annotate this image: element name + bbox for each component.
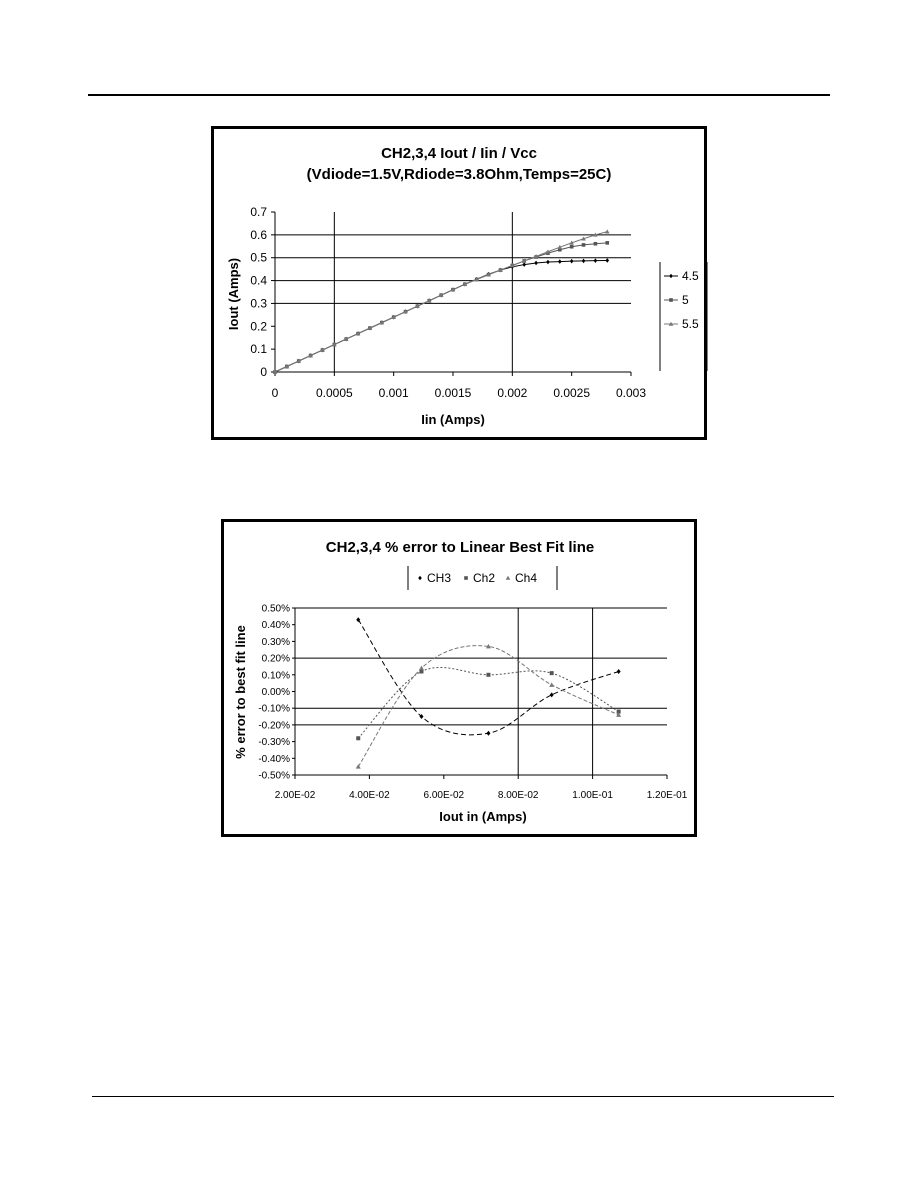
chart1-x-tick-label: 0.0015 (434, 386, 472, 400)
chart-percent-error-svg (224, 522, 694, 834)
chart1-series-4.5 (273, 258, 609, 374)
chart2-y-axis-label: % error to best fit line (233, 625, 248, 759)
chart1-legend-label: 5 (682, 293, 689, 307)
chart2-legend-marker (464, 576, 468, 580)
chart1-legend-label: 4.5 (682, 269, 699, 283)
chart1-data-point (546, 260, 550, 265)
chart2-x-tick-label: 4.00E-02 (349, 790, 390, 801)
chart2-legend-marker (506, 576, 511, 580)
chart2-y-tick-label: 0.10% (261, 670, 290, 682)
chart1-data-point (605, 241, 609, 245)
chart2-series-Ch2 (356, 667, 620, 740)
chart2-x-tick-label: 1.00E-01 (572, 790, 613, 801)
chart2-series-curve (358, 646, 618, 767)
chart1-data-point (594, 242, 598, 246)
chart2-y-tick-label: 0.30% (261, 636, 290, 648)
chart2-legend-label: Ch4 (515, 571, 538, 585)
chart2-legend-marker (418, 576, 422, 581)
chart2-data-point (356, 764, 361, 769)
chart1-y-tick-label: 0.1 (250, 342, 267, 357)
chart2-data-point (550, 692, 554, 697)
chart1-x-tick-label: 0.002 (497, 386, 528, 400)
chart2-x-tick-label: 1.20E-01 (646, 790, 688, 801)
chart2-data-point (486, 731, 490, 736)
chart1-y-tick-label: 0.3 (250, 296, 267, 311)
chart1-title: CH2,3,4 Iout / Iin / Vcc (381, 145, 537, 162)
chart1-x-tick-label: 0.003 (615, 386, 647, 400)
chart-iout-vs-iin (211, 126, 707, 440)
chart1-data-point (558, 259, 562, 264)
chart2-y-tick-label: 0.20% (261, 653, 290, 665)
chart1-y-tick-label: 0.6 (250, 227, 267, 242)
chart2-y-tick-label: 0.50% (261, 603, 290, 615)
chart1-y-tick-label: 0.5 (250, 250, 267, 265)
chart1-legend-marker (669, 298, 673, 302)
chart1-data-point (605, 258, 609, 263)
chart1-data-point (534, 261, 538, 266)
chart1-x-tick-label: 0.0005 (315, 386, 353, 400)
chart1-data-point (570, 259, 574, 264)
chart1-series-line (275, 260, 607, 372)
chart1-x-tick-label: 0.001 (378, 386, 409, 400)
chart1-data-point (605, 229, 610, 233)
chart2-y-tick-label: 0.00% (261, 687, 290, 698)
chart2-data-point (549, 682, 554, 687)
chart2-legend-label: CH3 (427, 571, 452, 585)
chart1-y-tick-label: 0.7 (250, 205, 267, 219)
chart2-y-tick-label: -0.50% (258, 770, 290, 782)
chart2-x-axis-label: Iout in (Amps) (439, 809, 527, 824)
chart2-data-point (550, 671, 554, 675)
chart2-data-point (617, 669, 621, 674)
chart1-data-point (582, 259, 586, 264)
chart1-series-line (275, 232, 607, 372)
chart-percent-error (221, 519, 697, 837)
chart2-data-point (486, 673, 490, 677)
chart1-data-point (522, 262, 526, 267)
chart2-series-curve (358, 620, 618, 735)
chart2-title: CH2,3,4 % error to Linear Best Fit line (325, 539, 595, 556)
chart1-legend (660, 262, 707, 371)
chart2-x-tick-label: 8.00E-02 (497, 790, 539, 801)
chart1-data-point (570, 245, 574, 249)
chart1-series-line (275, 243, 607, 372)
chart1-x-tick-label: 0 (271, 386, 279, 400)
chart-iout-vs-iin-svg (214, 129, 704, 437)
chart1-data-point (594, 258, 598, 263)
chart2-y-tick-label: -0.40% (258, 753, 290, 765)
chart2-y-tick-label: -0.30% (258, 737, 290, 749)
chart2-data-point (419, 666, 424, 671)
chart1-y-tick-label: 0.2 (250, 319, 267, 334)
chart1-legend-marker (669, 274, 673, 279)
chart2-x-tick-label: 6.00E-02 (423, 790, 465, 801)
chart1-subtitle: (Vdiode=1.5V,Rdiode=3.8Ohm,Temps=25C) (306, 166, 612, 183)
chart2-y-tick-label: -0.20% (258, 720, 290, 732)
chart2-series-Ch4 (356, 644, 621, 769)
chart1-legend-label: 5.5 (682, 317, 699, 331)
chart2-data-point (356, 736, 360, 740)
chart2-y-tick-label: -0.10% (258, 703, 290, 715)
chart2-legend (408, 566, 557, 590)
chart1-x-tick-label: 0.0025 (553, 386, 591, 400)
footer-rule (92, 1096, 834, 1097)
chart2-y-tick-label: 0.40% (261, 620, 290, 632)
chart1-y-tick-label: 0.4 (250, 273, 267, 288)
chart2-x-tick-label: 2.00E-02 (274, 790, 316, 801)
chart2-legend-label: Ch2 (473, 571, 496, 585)
chart1-y-axis-label: Iout (Amps) (226, 257, 241, 331)
chart2-series-curve (358, 667, 618, 738)
chart1-x-axis-label: Iin (Amps) (421, 412, 485, 427)
chart1-data-point (582, 243, 586, 247)
header-rule (88, 94, 830, 96)
chart1-y-tick-label: 0 (260, 365, 267, 379)
